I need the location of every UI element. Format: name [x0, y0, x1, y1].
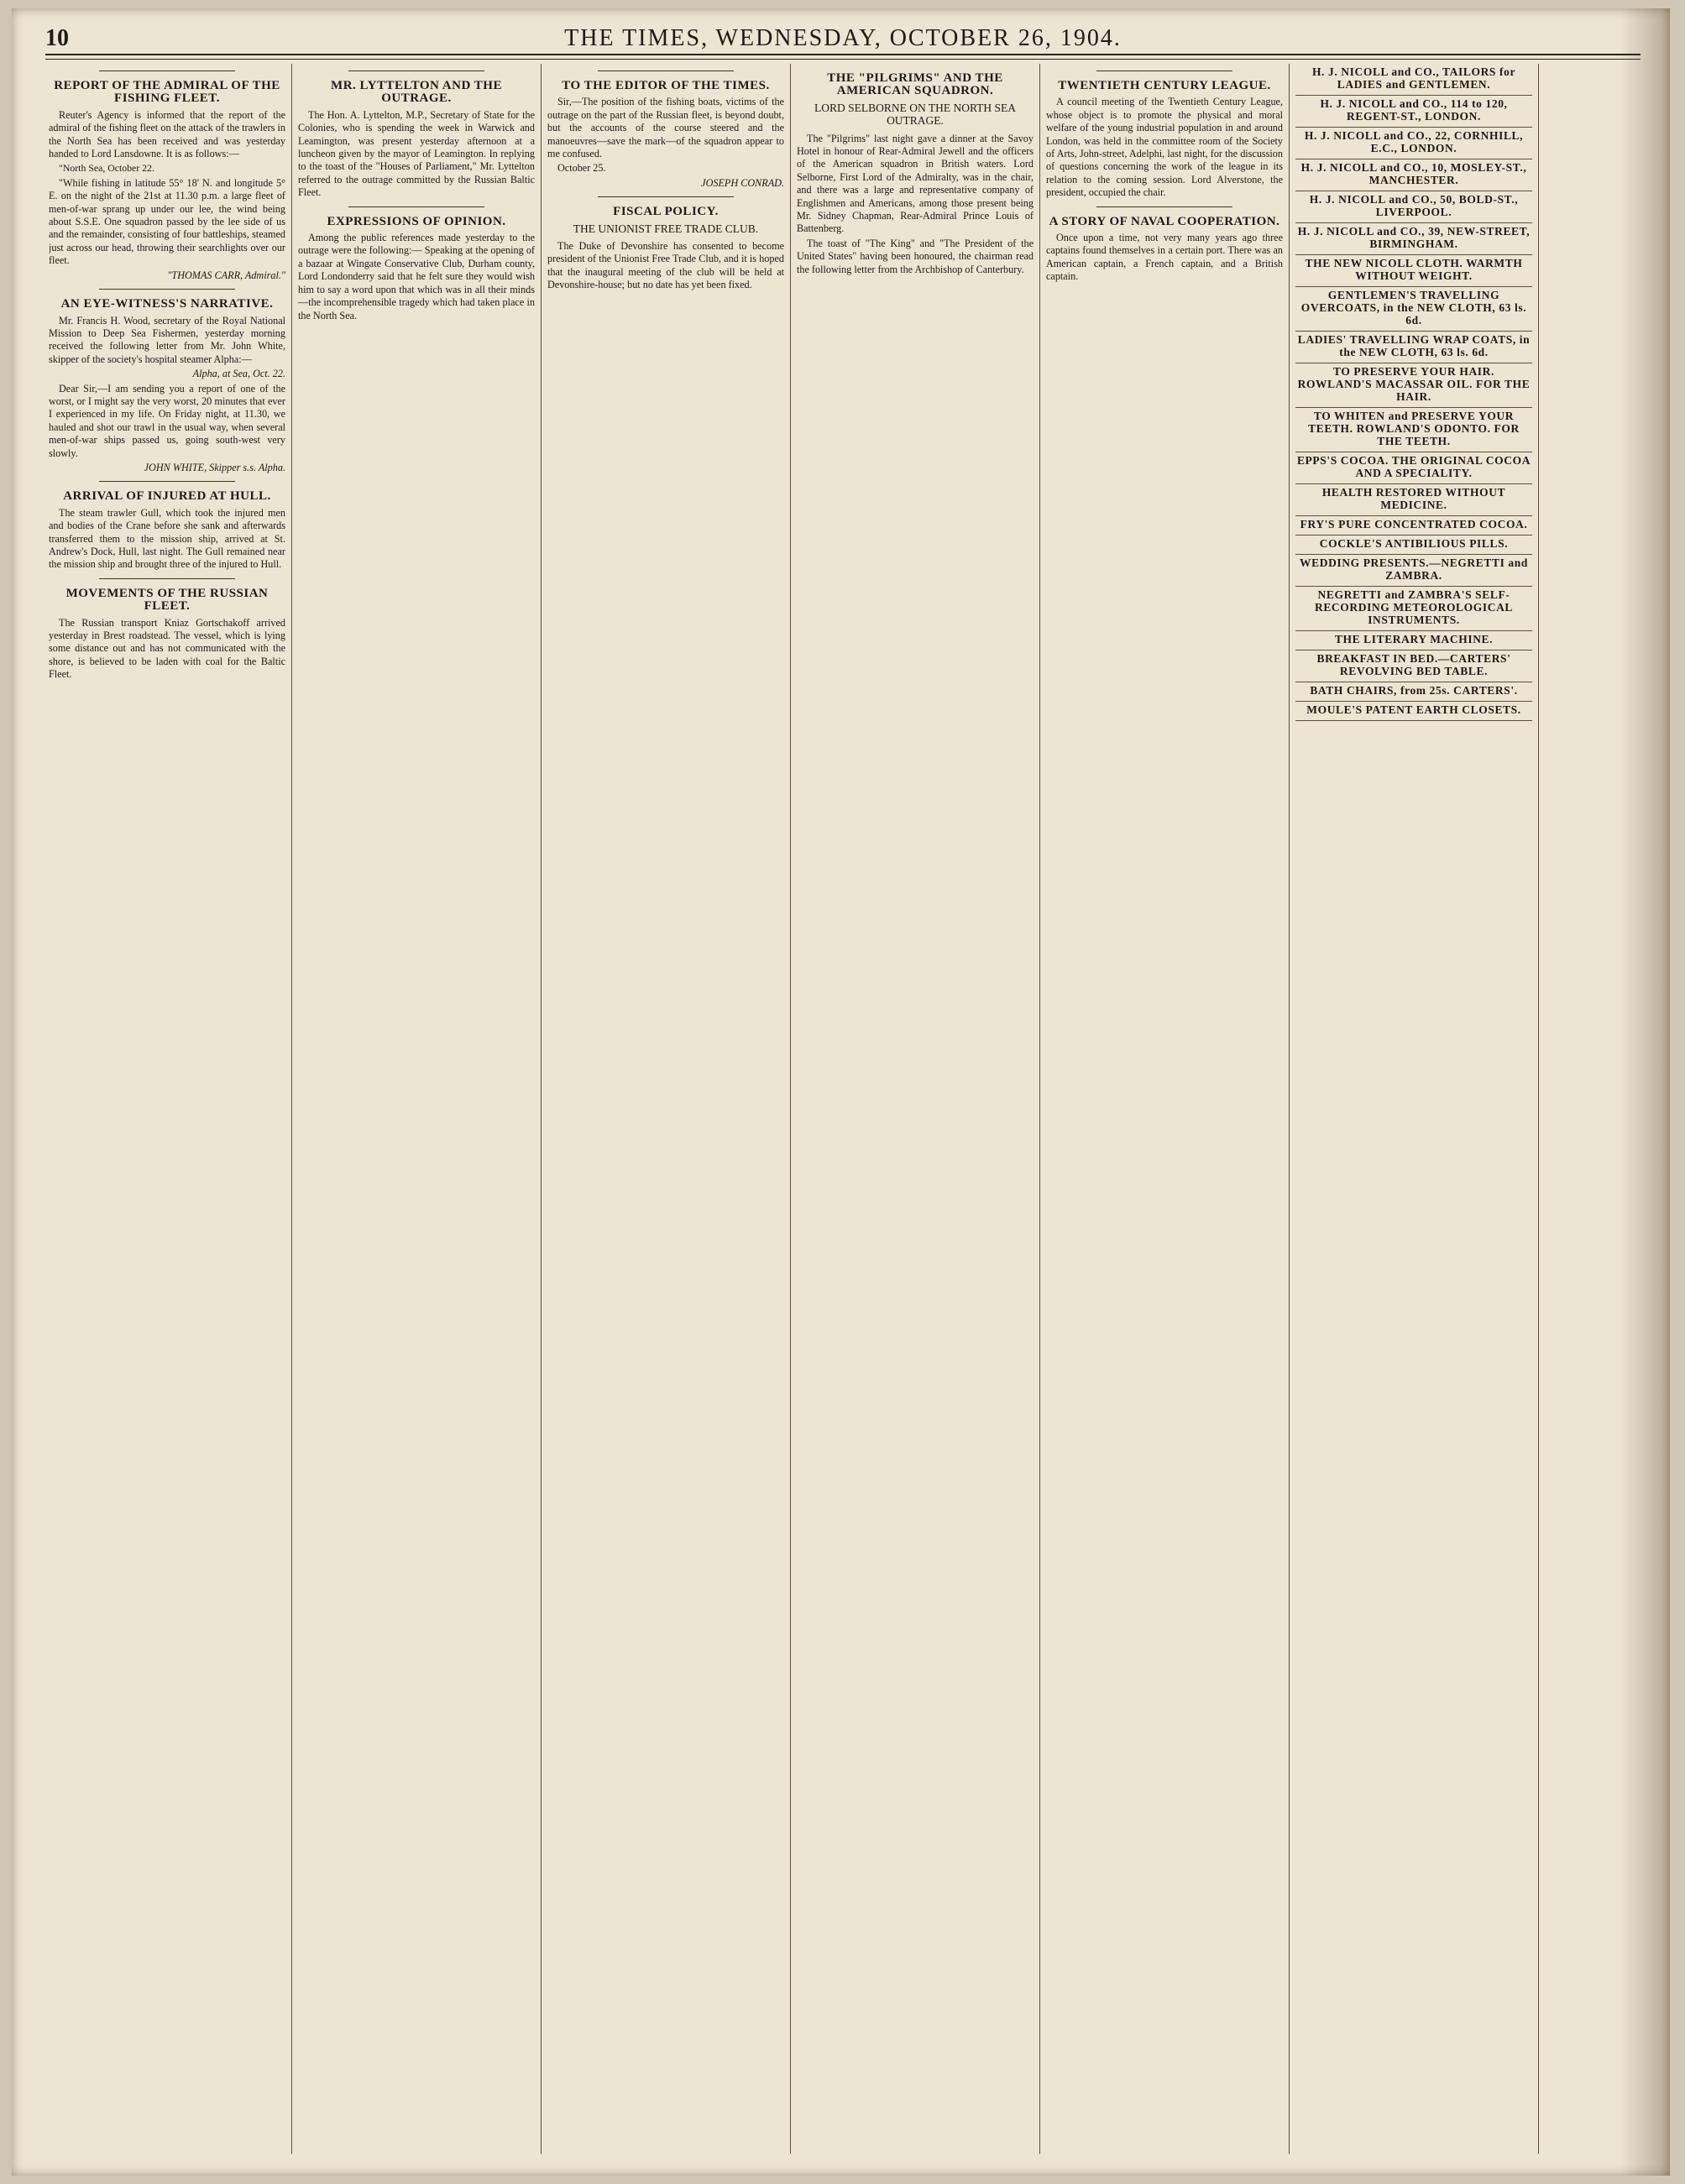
divider: [99, 481, 235, 482]
ad-item: EPPS'S COCOA. THE ORIGINAL COCOA AND A SPECIALITY.: [1295, 452, 1532, 484]
pilgrims-toast: The toast of "The King" and "The President of the United States" having been honoured, the chairman read the following letter from the Archbishop of Canterbury.: [797, 237, 1034, 275]
letter-signature: JOSEPH CONRAD.: [701, 176, 784, 189]
fishing-fleet-lead: Reuter's Agency is informed that the report of the admiral of the fishing fleet on the attack of the trawlers in the North Sea has been received and was yesterday handed to Lord Lansdowne. It is as follows:—: [49, 108, 285, 160]
newspaper-page: [12, 8, 1670, 2176]
ad-item: COCKLE'S ANTIBILIOUS PILLS.: [1295, 536, 1532, 555]
column-rule: [790, 64, 791, 2154]
column-rule: [291, 64, 292, 2154]
arrival-hull-heading: ARRIVAL OF INJURED AT HULL.: [63, 489, 271, 504]
ad-item: GENTLEMEN'S TRAVELLING OVERCOATS, in the NEW CLOTH, 63 ls. 6d.: [1295, 287, 1532, 332]
fishing-fleet-signature: "THOMAS CARR, Admiral.": [167, 269, 285, 281]
divider: [348, 206, 484, 207]
column-5: [1046, 64, 1283, 2154]
ad-item: BREAKFAST IN BED.—CARTERS' REVOLVING BED TABLE.: [1295, 650, 1532, 682]
eye-witness-heading: AN EYE-WITNESS'S NARRATIVE.: [60, 297, 274, 311]
masthead-rule: [45, 59, 1641, 60]
pilgrims-heading: THE "PILGRIMS" AND THE AMERICAN SQUADRON.: [827, 71, 1003, 98]
fiscal-subheading: THE UNIONIST FREE TRADE CLUB.: [573, 222, 759, 235]
ad-item: HEALTH RESTORED WITHOUT MEDICINE.: [1295, 484, 1532, 516]
fiscal-heading: FISCAL POLICY.: [613, 205, 719, 219]
fishing-fleet-dateline: "North Sea, October 22.: [59, 162, 154, 175]
eye-witness-dateline: Alpha, at Sea, Oct. 22.: [192, 368, 285, 380]
arrival-hull-body: The steam trawler Gull, which took the injured men and bodies of the Crane before she sank and afterwards transferred them to the mission ship, arrived at St. Andrew's Dock, Hull, last night. The Gull remained near the mission ship and brought three of the injured to Hull.: [49, 506, 285, 571]
naval-cooperation-heading: A STORY OF NAVAL COOPERATION.: [1049, 214, 1280, 228]
ad-item: H. J. NICOLL and CO., 50, BOLD-ST., LIVERPOOL.: [1295, 191, 1532, 223]
fiscal-body: The Duke of Devonshire has consented to become president of the Unionist Free Trade Club, and it is hoped that the inaugural meeting of the club will be held at Devonshire-house; but no date has yet been fixed.: [547, 240, 784, 291]
column-3: [547, 64, 784, 2154]
lyttelton-body: The Hon. A. Lyttelton, M.P., Secretary of State for the Colonies, who is spending the week in Warwick and Leamington, was present yesterday afternoon at a luncheon given by the mayor of Leamington. In replying to the toast of the "Houses of Parliament," Mr. Lyttelton referred to the outrage committed by the Russian Baltic Fleet.: [298, 108, 535, 199]
pilgrims-subheading: LORD SELBORNE ON THE NORTH SEA OUTRAGE.: [814, 101, 1017, 128]
newspaper-title: THE TIMES, WEDNESDAY, OCTOBER 26, 1904.: [564, 25, 1122, 51]
naval-cooperation-body: Once upon a time, not very many years ago three captains found themselves in a certain port. There was an American captain, a French captain, and a British captain.: [1046, 232, 1283, 283]
ad-item: FRY'S PURE CONCENTRATED COCOA.: [1295, 516, 1532, 536]
ad-item: THE NEW NICOLL CLOTH. WARMTH WITHOUT WEIGHT.: [1295, 255, 1532, 287]
eye-witness-body: Dear Sir,—I am sending you a report of one of the worst, or I might say the very worst, 20 minutes that ever I experienced in my life. On Friday night, at 11.30, we hauled and shot our trawl in the usual way, when several men-of-war ships passed us, going south-west very slowly.: [49, 382, 285, 459]
pilgrims-body: The "Pilgrims" last night gave a dinner at the Savoy Hotel in honour of Rear-Admiral Jewell and the officers of the American squadron in British waters. Lord Selborne, First Lord of the Admiralty, was in the chair, and there was a large and representative company of Englishmen and Americans, among those present being Mr. Sidney Chapman, Rear-Admiral Prince Louis of Battenberg.: [797, 132, 1034, 235]
page-edge-shadow: [1620, 8, 1670, 2176]
russian-fleet-body: The Russian transport Kniaz Gortschakoff arrived yesterday in Brest roadstead. The vessel, which is lying some distance out and has not communicated with the shore, is believed to be laden with coal for the Baltic Fleet.: [49, 616, 285, 681]
ad-item: H. J. NICOLL and CO., 39, NEW-STREET, BIRMINGHAM.: [1295, 223, 1532, 255]
column-4: [797, 64, 1034, 2154]
eye-witness-lead: Mr. Francis H. Wood, secretary of the Royal National Mission to Deep Sea Fishermen, yesterday morning received the following letter from Mr. John White, skipper of the society's hospital steamer Alpha:—: [49, 314, 285, 365]
ad-item: BATH CHAIRS, from 25s. CARTERS'.: [1295, 682, 1532, 702]
ad-item: H. J. NICOLL and CO., 22, CORNHILL, E.C., LONDON.: [1295, 128, 1532, 159]
ad-item: H. J. NICOLL and CO., 114 to 120, REGENT-ST., LONDON.: [1295, 96, 1532, 128]
column-rule: [1289, 64, 1290, 2154]
lyttelton-heading: MR. LYTTELTON AND THE OUTRAGE.: [331, 79, 502, 106]
ad-item: THE LITERARY MACHINE.: [1295, 631, 1532, 650]
page-number: 10: [45, 25, 69, 51]
russian-fleet-heading: MOVEMENTS OF THE RUSSIAN FLEET.: [65, 586, 269, 614]
letter-date: October 25.: [557, 162, 606, 175]
divider: [99, 289, 235, 290]
column-rule: [541, 64, 542, 2154]
ad-item: NEGRETTI and ZAMBRA'S SELF-RECORDING METEOROLOGICAL INSTRUMENTS.: [1295, 587, 1532, 631]
letter-body: Sir,—The position of the fishing boats, victims of the outrage on the part of the Russian fleet, is beyond doubt, but the accounts of the course steered and the manoeuvres—save the mark—of the squadron appear to me confused.: [547, 96, 784, 160]
century-league-heading: TWENTIETH CENTURY LEAGUE.: [1058, 79, 1271, 92]
column-rule: [1538, 64, 1539, 2154]
divider: [99, 578, 235, 579]
masthead: [45, 20, 1641, 55]
opinion-heading: EXPRESSIONS OF OPINION.: [327, 214, 506, 228]
fishing-fleet-heading: REPORT OF THE ADMIRAL OF THE FISHING FLEET.: [54, 79, 280, 106]
eye-witness-signature: JOHN WHITE, Skipper s.s. Alpha.: [144, 461, 285, 473]
ad-item: TO WHITEN and PRESERVE YOUR TEETH. ROWLAND'S ODONTO. FOR THE TEETH.: [1295, 408, 1532, 452]
ad-item: TO PRESERVE YOUR HAIR. ROWLAND'S MACASSAR OIL. FOR THE HAIR.: [1295, 363, 1532, 408]
century-league-body: A council meeting of the Twentieth Century League, whose object is to promote the physical and moral welfare of the young industrial population in and around London, was held in the committee room of the Society of Arts, John-street, Adelphi, last night, for the discussion of questions concerning the work of the league in its relation to the coming session. Lord Alverstone, the president, occupied the chair.: [1046, 96, 1283, 199]
ad-item: MOULE'S PATENT EARTH CLOSETS.: [1295, 702, 1532, 721]
letter-heading: TO THE EDITOR OF THE TIMES.: [562, 79, 770, 92]
ad-item: LADIES' TRAVELLING WRAP COATS, in the NEW CLOTH, 63 ls. 6d.: [1295, 332, 1532, 363]
ad-item: WEDDING PRESENTS.—NEGRETTI and ZAMBRA.: [1295, 555, 1532, 587]
ad-item: H. J. NICOLL and CO., 10, MOSLEY-ST., MANCHESTER.: [1295, 159, 1532, 191]
advertisements-column: [1295, 64, 1532, 2154]
ad-item: H. J. NICOLL and CO., TAILORS for LADIES and GENTLEMEN.: [1295, 64, 1532, 96]
opinion-body: Among the public references made yesterday to the outrage were the following:— Speaking at the opening of a bazaar at Wingate Conservative Club, Durham county, Lord Londonderry said that he felt sure they would wish him to say a word upon that which was in all their minds—the incomprehensible tragedy which had taken place in the North Sea.: [298, 232, 535, 321]
fishing-fleet-body: "While fishing in latitude 55° 18' N. and longitude 5° E. on the night of the 21st at 11.30 p.m. a large fleet of men-of-war sprang up under our lee, the wind being about S.S.E. One squadron passed by the lee side of us and the remainder, consisting of four battleships, steamed just across our head, throwing their searchlights over our fleet.: [49, 176, 285, 267]
divider: [598, 196, 734, 197]
divider: [1096, 206, 1232, 207]
column-1: [49, 64, 285, 2154]
column-rule: [1039, 64, 1040, 2154]
column-2: [298, 64, 535, 2154]
